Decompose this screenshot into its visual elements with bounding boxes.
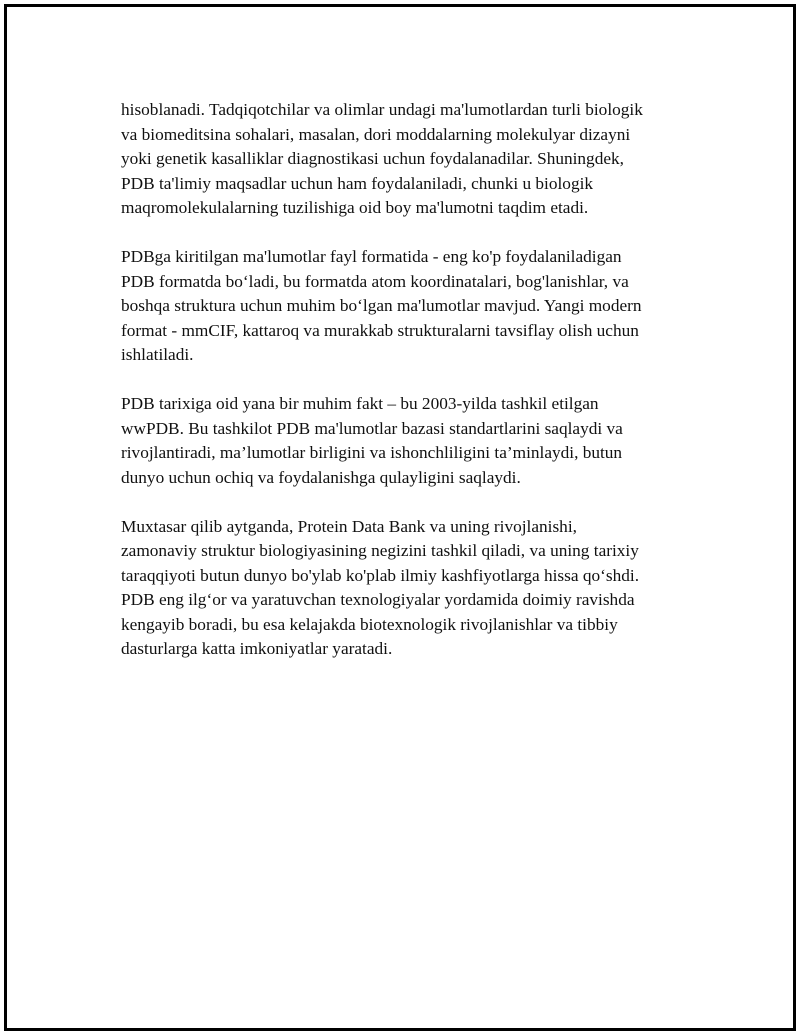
text-line: zamonaviy struktur biologiyasining negizini tashkil qiladi, va uning tarixiy [121,541,639,560]
text-line: va biomeditsina sohalari, masalan, dori moddalarning molekulyar dizayni [121,124,631,144]
paragraph-2 [121,245,691,368]
text-line: yoki genetik kasalliklar diagnostikasi uchun foydalanadilar. Shuningdek, [121,149,624,168]
text-line: PDB ta'limiy maqsadlar uchun ham foydalaniladi, chunki u biologik [121,173,594,193]
paragraph-4 [121,515,691,662]
text-line: wwPDB. Bu tashkilot PDB ma'lumotlar bazasi standartlarini saqlaydi va [121,418,623,438]
text-line: dunyo uchun ochiq va foydalanishga qulayligini saqlaydi. [121,467,521,487]
text-line: PDB tarixiga oid yana bir muhim fakt – bu 2003-yilda tashkil etilgan [121,394,599,413]
text-line: hisoblanadi. Tadqiqotchilar va olimlar undagi ma'lumotlardan turli biologik [121,100,643,119]
text-line: PDB eng ilg‘or va yaratuvchan texnologiyalar yordamida doimiy ravishda [121,590,635,609]
text-line: kengayib boradi, bu esa kelajakda biotexnologik rivojlanishlar va tibbiy [121,614,618,634]
document-page [4,4,796,1031]
text-line: dasturlarga katta imkoniyatlar yaratadi. [121,639,393,658]
text-line: boshqa struktura uchun muhim bo‘lgan ma'lumotlar mavjud. Yangi modern [121,296,642,315]
text-line: ishlatiladi. [121,345,194,364]
paragraph-3 [121,392,691,490]
text-line: Muxtasar qilib aytganda, Protein Data Bank va uning rivojlanishi, [121,516,577,536]
text-line: taraqqiyoti butun dunyo bo'ylab ko'plab ilmiy kashfiyotlarga hissa qo‘shdi. [121,565,640,585]
paragraph-1 [121,98,691,221]
text-line: format - mmCIF, kattaroq va murakkab strukturalarni tavsiflay olish uchun [121,320,639,340]
document-body [121,98,691,686]
text-line: PDB formatda bo‘ladi, bu formatda atom koordinatalari, bog'lanishlar, va [121,271,629,291]
text-line: rivojlantiradi, ma’lumotlar birligini va ishonchliligini ta’minlaydi, butun [121,443,623,462]
text-line: maqromolekulalarning tuzilishiga oid boy ma'lumotni taqdim etadi. [121,198,589,217]
text-line: PDBga kiritilgan ma'lumotlar fayl formatida - eng ko'p foydalaniladigan [121,247,622,266]
